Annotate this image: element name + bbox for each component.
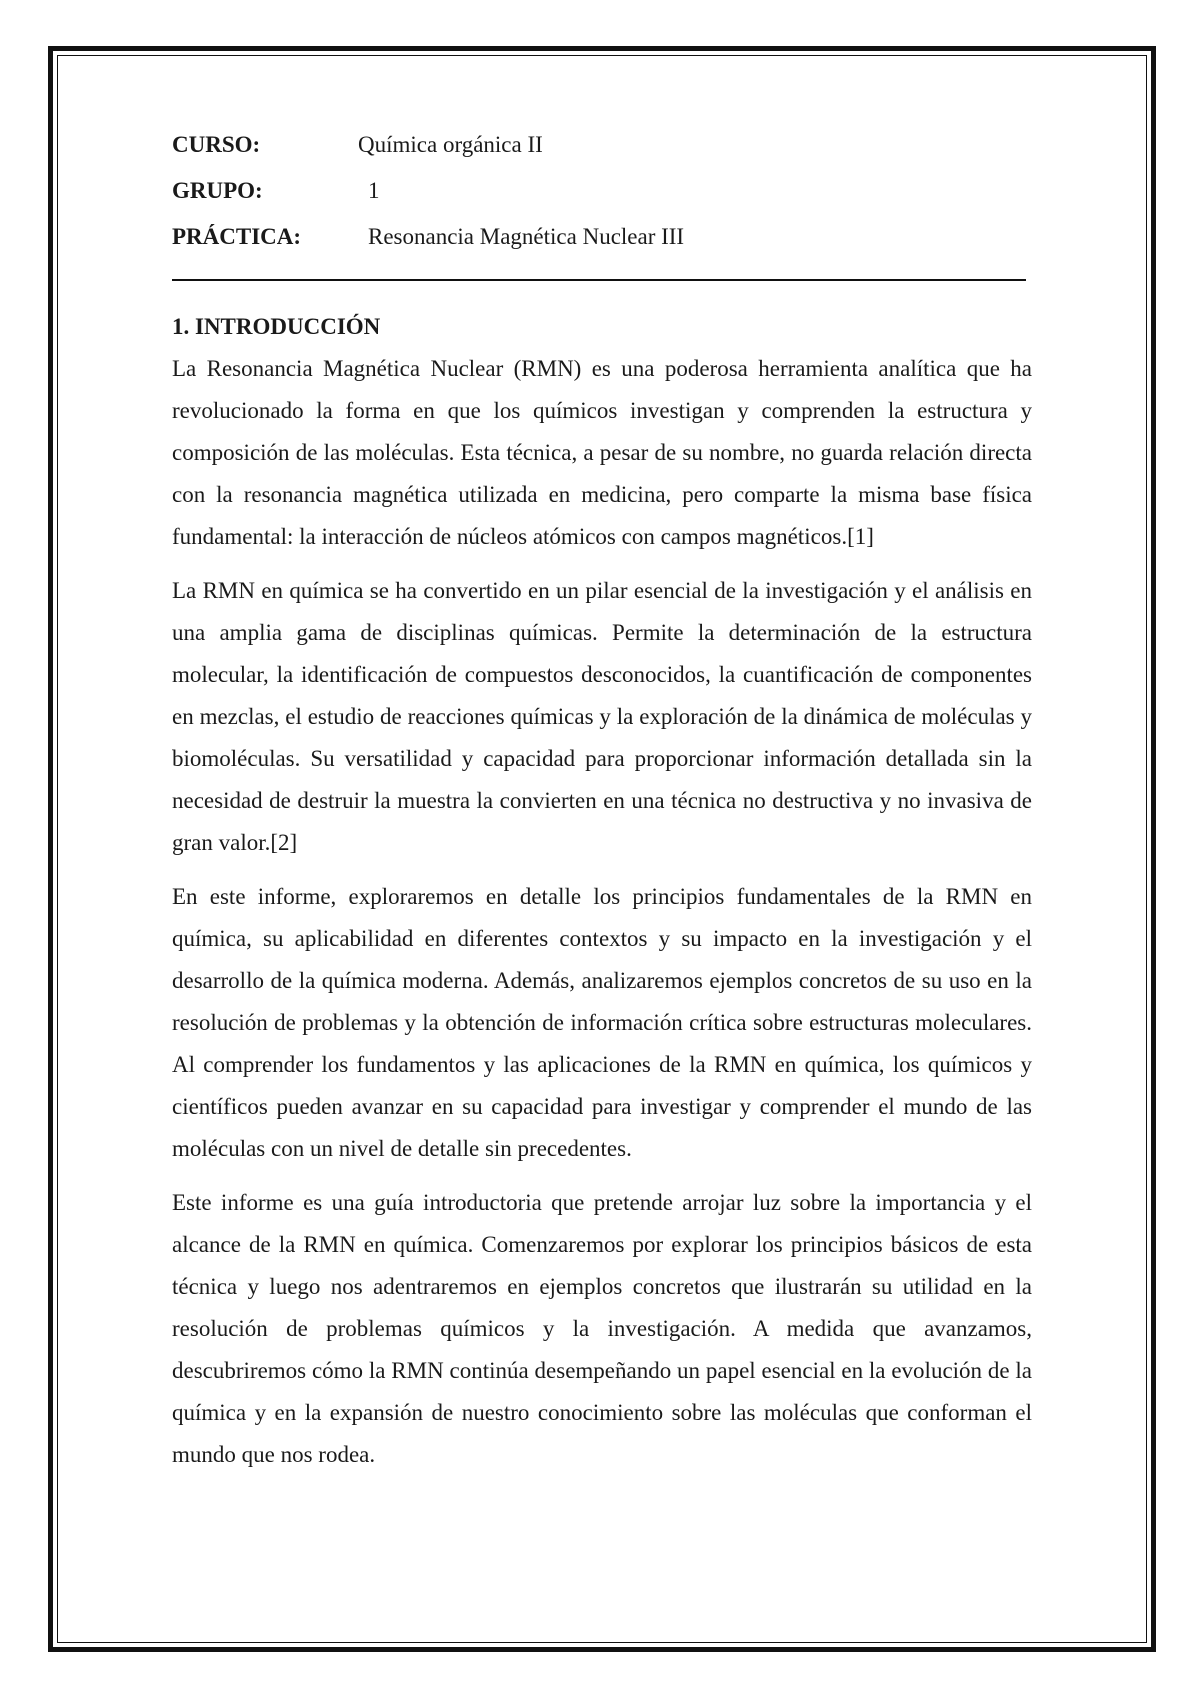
- paragraph: En este informe, exploraremos en detalle los principios fundamentales de la RMN en química, su aplicabilidad en diferentes contextos y su impacto en la investigación y el desarrollo de la química moderna. Además, analizaremos ejemplos concretos de su uso en la resolución de problemas y la obtención de información crítica sobre estructuras moleculares. Al comprender los fundamentos y las aplicaciones de la RMN en química, los químicos y científicos pueden avanzar en su capacidad para investigar y comprender el mundo de las moléculas con un nivel de detalle sin precedentes.: [172, 884, 1032, 1161]
- document-header: [172, 122, 1032, 260]
- group-label: GRUPO:: [172, 178, 263, 203]
- header-divider: [172, 279, 1026, 281]
- paragraph: La RMN en química se ha convertido en un pilar esencial de la investigación y el análisis en una amplia gama de disciplinas químicas. Permite la determinación de la estructura molecular, la identificación de compuestos desconocidos, la cuantificación de componentes en mezclas, el estudio de reacciones químicas y la exploración de la dinámica de moléculas y biomoléculas. Su versatilidad y capacidad para proporcionar información detallada sin la necesidad de destruir la muestra la convierten en una técnica no destructiva y no invasiva de gran valor.[2]: [172, 578, 1032, 855]
- paragraph: Este informe es una guía introductoria que pretende arrojar luz sobre la importancia y el alcance de la RMN en química. Comenzaremos por explorar los principios básicos de esta técnica y luego nos adentraremos en ejemplos concretos que ilustrarán su utilidad en la resolución de problemas químicos y la investigación. A medida que avanzamos, descubriremos cómo la RMN continúa desempeñando un papel esencial en la evolución de la química y en la expansión de nuestro conocimiento sobre las moléculas que conforman el mundo que nos rodea.: [172, 1190, 1032, 1467]
- practice-value: Resonancia Magnética Nuclear III: [368, 224, 685, 249]
- course-label: CURSO:: [172, 132, 261, 157]
- paragraph: La Resonancia Magnética Nuclear (RMN) es una poderosa herramienta analítica que ha revolucionado la forma en que los químicos investigan y comprenden la estructura y composición de las moléculas. Esta técnica, a pesar de su nombre, no guarda relación directa con la resonancia magnética utilizada en medicina, pero comparte la misma base física fundamental: la interacción de núcleos atómicos con campos magnéticos.[1]: [172, 356, 1032, 549]
- group-row: [172, 168, 1032, 214]
- practice-label: PRÁCTICA:: [172, 224, 302, 249]
- group-value: 1: [368, 178, 380, 203]
- document-body: [172, 306, 1032, 1488]
- course-row: [172, 122, 1032, 168]
- section-heading: 1. INTRODUCCIÓN: [172, 314, 381, 339]
- practice-row: [172, 214, 1032, 260]
- course-value: Química orgánica II: [358, 132, 543, 157]
